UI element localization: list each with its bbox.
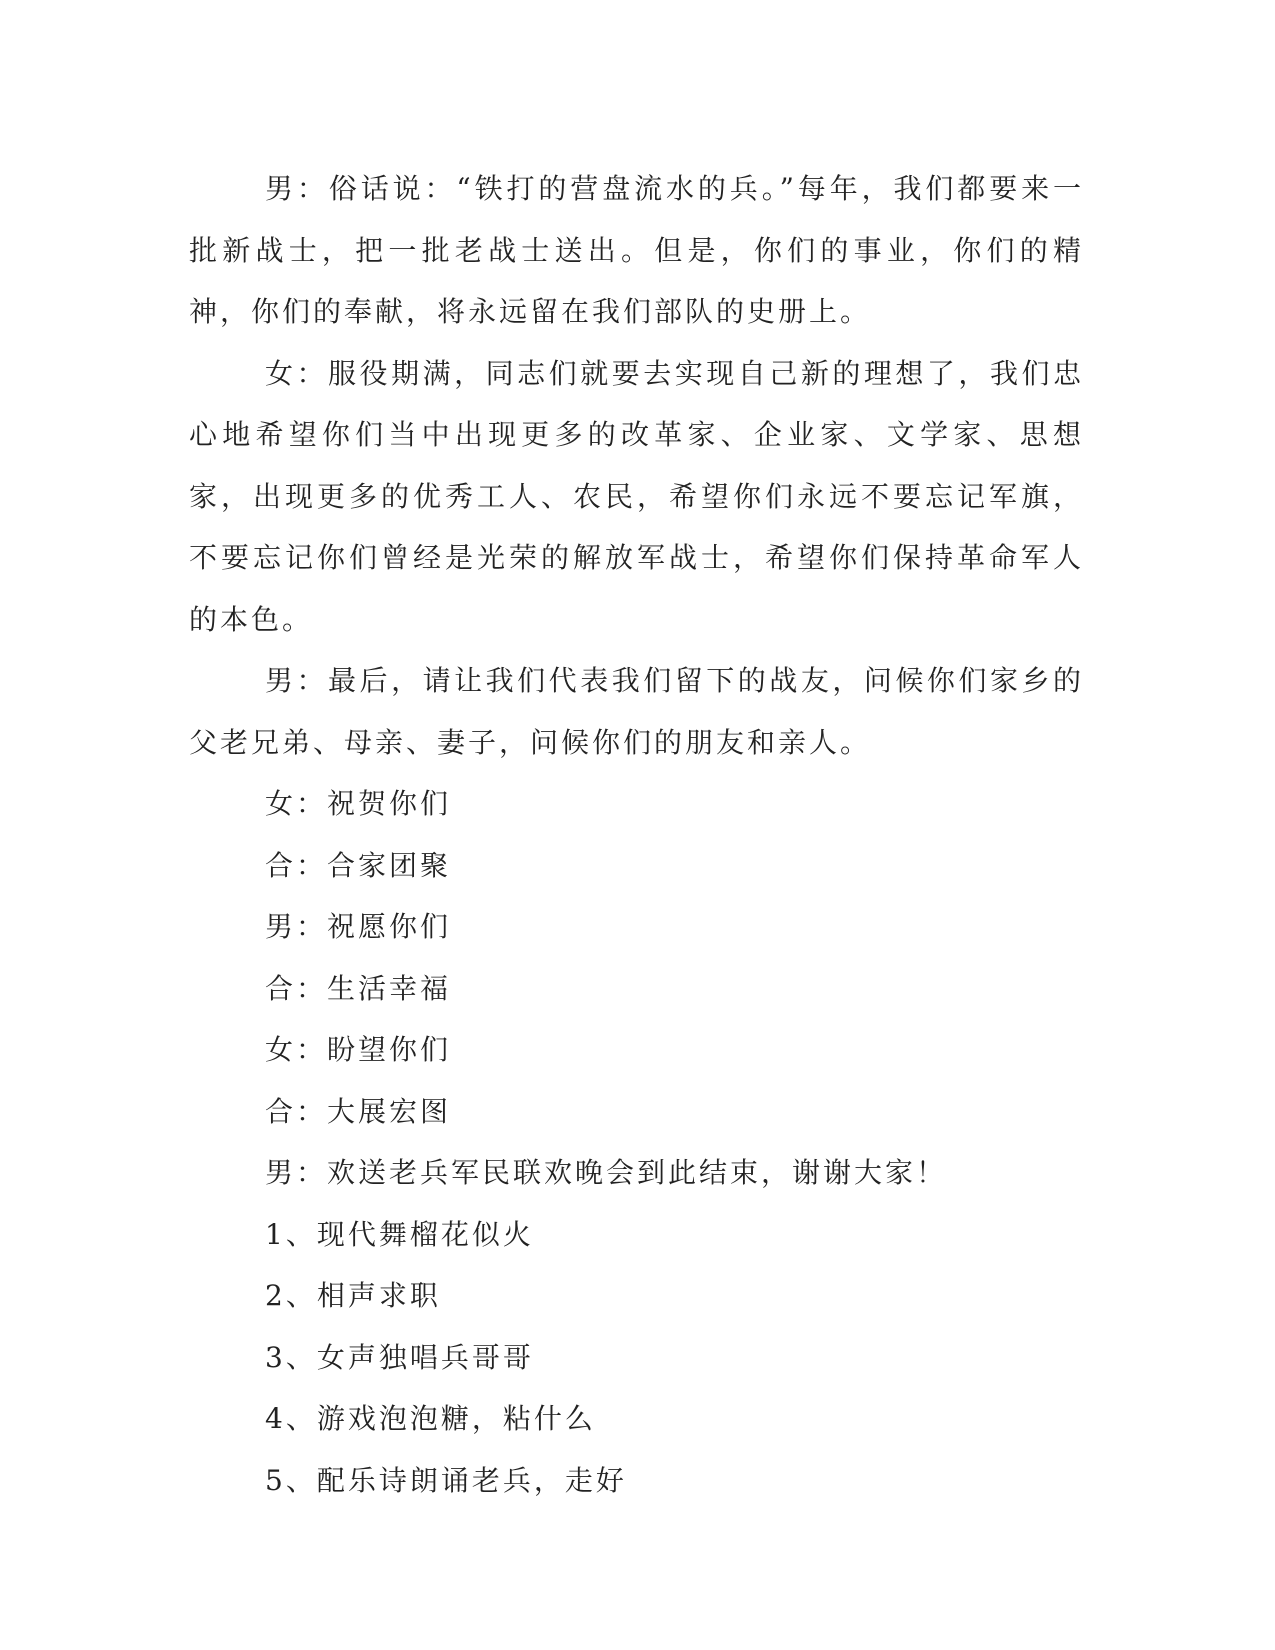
dialogue-line: 合：合家团聚 — [265, 848, 452, 882]
program-list-item: 4、游戏泡泡糖，粘什么 — [265, 1402, 596, 1435]
dialogue-line: 合：大展宏图 — [265, 1094, 452, 1128]
program-list-item: 2、相声求职 — [265, 1279, 441, 1312]
program-list-item: 5、配乐诗朗诵老兵，走好 — [265, 1463, 627, 1497]
dialogue-line: 男：祝愿你们 — [265, 910, 452, 943]
dialogue-line: 女：祝贺你们 — [265, 787, 452, 820]
paragraph-female-wishes: 女：服役期满，同志们就要去实现自己新的理想了，我们忠心地希望你们当中出现更多的改革家、企业家、文学家、思想家，出现更多的优秀工人、农民，希望你们永远不要忘记军旗，不要忘记你们曾经是光荣的解放军战士，希望你们保持革命军人的本色。 — [189, 356, 1084, 636]
dialogue-line: 合：生活幸福 — [265, 971, 452, 1005]
paragraph-male-opening: 男：俗话说：“铁打的营盘流水的兵。”每年，我们都要来一批新战士，把一批老战士送出。但是，你们的事业，你们的精神，你们的奉献，将永远留在我们部队的史册上。 — [189, 172, 1084, 328]
dialogue-line: 女：盼望你们 — [265, 1033, 452, 1066]
program-list-item: 3、女声独唱兵哥哥 — [265, 1340, 534, 1374]
closing-line: 男：欢送老兵军民联欢晚会到此结束，谢谢大家！ — [265, 1156, 948, 1189]
paragraph-male-greetings: 男：最后，请让我们代表我们留下的战友，问候你们家乡的父老兄弟、母亲、妻子，问候你们的朋友和亲人。 — [189, 664, 1084, 759]
program-list-item: 1、现代舞榴花似火 — [265, 1217, 534, 1251]
document-body — [189, 158, 1084, 1511]
